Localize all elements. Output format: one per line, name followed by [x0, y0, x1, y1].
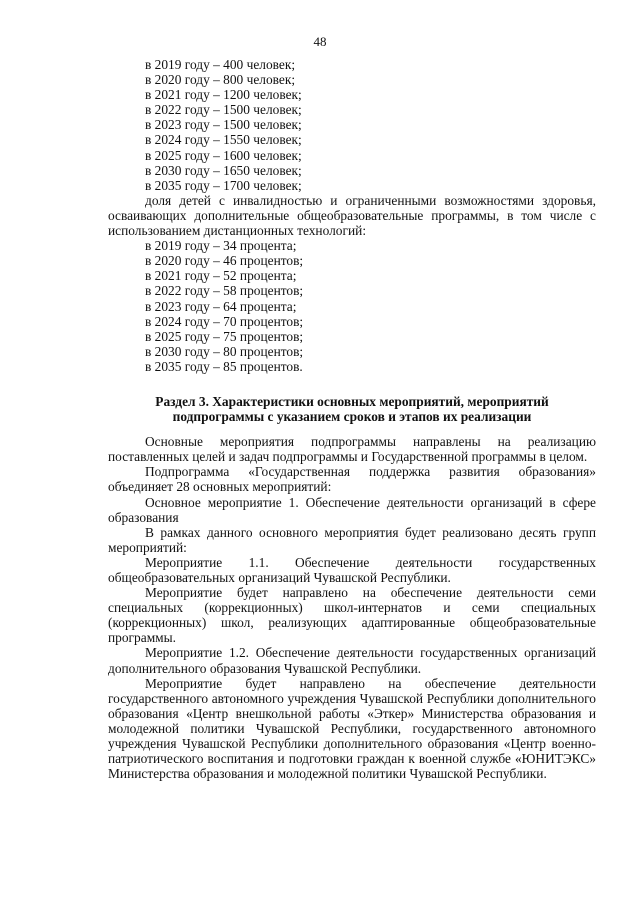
list-item: в 2019 году – 34 процента; — [145, 238, 297, 254]
paragraph: Мероприятие 1.2. Обеспечение деятельности государственных организаций дополнительного образования Чувашской Республики. — [108, 645, 596, 676]
list-item: в 2022 году – 58 процентов; — [145, 283, 304, 299]
paragraph: Мероприятие 1.1. Обеспечение деятельности государственных общеобразовательных организаций Чувашской Республики. — [108, 554, 596, 585]
paragraph: Мероприятие будет направлено на обеспечение деятельности семи специальных (коррекционных) школ-интернатов и семи специальных (коррекционных) школ, реализующих адаптированные общеобразовательные программы. — [108, 585, 596, 646]
list-item: в 2030 году – 80 процентов; — [145, 343, 304, 359]
paragraph: Основные мероприятия подпрограммы направлены на реализацию поставленных целей и задач подпрограммы и Государственной программы в целом. — [108, 434, 596, 465]
section-heading — [108, 394, 596, 424]
list-item: в 2024 году – 1550 человек; — [145, 132, 302, 148]
paragraph: Основное мероприятие 1. Обеспечение деятельности организаций в сфере образования — [108, 494, 596, 525]
document-body — [108, 57, 596, 781]
section-heading-line: Раздел 3. Характеристики основных мероприятий, мероприятий — [155, 393, 549, 409]
list-item: в 2021 году – 52 процента; — [145, 268, 297, 284]
list-item: в 2019 году – 400 человек; — [145, 57, 296, 72]
list-item: в 2022 году – 1500 человек; — [145, 102, 302, 118]
paragraph: В рамках данного основного мероприятия будет реализовано десять групп мероприятий: — [108, 524, 596, 555]
list-item: в 2025 году – 75 процентов; — [145, 328, 304, 344]
list-item: в 2030 году – 1650 человек; — [145, 162, 302, 178]
list-item: в 2023 году – 64 процента; — [145, 298, 297, 314]
list-item: в 2023 году – 1500 человек; — [145, 117, 302, 133]
list-item: в 2035 году – 1700 человек; — [145, 177, 302, 193]
list-item: в 2020 году – 800 человек; — [145, 72, 296, 88]
indicator-paragraph: доля детей с инвалидностью и ограниченными возможностями здоровья, осваивающих дополнительные общеобразовательные программы, в том числе с использованием дистанционных технологий: — [108, 192, 596, 239]
paragraph: Мероприятие будет направлено на обеспечение деятельности государственного автономного учреждения Чувашской Республики дополнительного образования «Центр внешкольной работы «Эткер» Министерства образования и молодежной политики Чувашской Республики, государственного автономного учреждения Чувашской Республики дополнительного образования «Центр военно-патриотического воспитания и подготовки граждан к военной службе «ЮНИТЭКС» Министерства образования и молодежной политики Чувашской Республики. — [108, 675, 596, 782]
percent-list — [108, 238, 596, 374]
page-number: 48 — [313, 34, 327, 49]
list-item: в 2024 году – 70 процентов; — [145, 313, 304, 329]
section-heading-line: подпрограммы с указанием сроков и этапов их реализации — [172, 409, 532, 425]
list-item: в 2021 году – 1200 человек; — [145, 87, 302, 103]
list-item: в 2025 году – 1600 человек; — [145, 147, 302, 163]
list-item: в 2020 году – 46 процентов; — [145, 253, 304, 269]
list-item: в 2035 году – 85 процентов. — [145, 358, 303, 374]
paragraph: Подпрограмма «Государственная поддержка развития образования» объединяет 28 основных мероприятий: — [108, 464, 596, 495]
people-count-list — [108, 57, 596, 193]
